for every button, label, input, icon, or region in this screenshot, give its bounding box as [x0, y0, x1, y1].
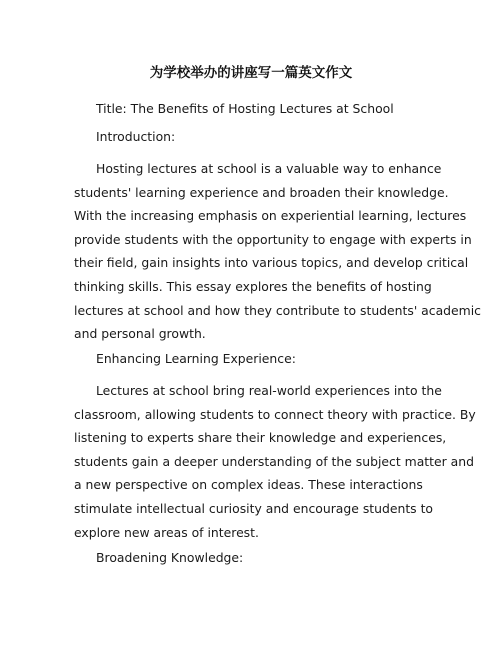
section-heading-introduction: Introduction:	[96, 129, 176, 144]
paragraph-line: students' learning experience and broaden their knowledge.	[74, 184, 449, 200]
enhancing-learning-paragraph	[74, 379, 476, 544]
paragraph-line: students gain a deeper understanding of the subject matter and	[74, 453, 474, 469]
paragraph-line: Hosting lectures at school is a valuable way to enhance	[96, 161, 442, 176]
paragraph-line: listening to experts share their knowledge and experiences,	[74, 430, 447, 446]
paragraph-line: provide students with the opportunity to engage with experts in	[74, 231, 472, 247]
paragraph-line: With the increasing emphasis on experiential learning, lectures	[74, 208, 467, 224]
paragraph-line: a new perspective on complex ideas. These interactions	[74, 477, 423, 493]
section-heading-broadening-knowledge: Broadening Knowledge:	[96, 550, 244, 565]
paragraph-line: and personal growth.	[74, 326, 206, 342]
essay-title: Title: The Benefits of Hosting Lectures at School	[96, 101, 394, 116]
paragraph-line: thinking skills. This essay explores the benefits of hosting	[74, 278, 432, 294]
paragraph-line: their field, gain insights into various topics, and develop critical	[74, 255, 469, 271]
introduction-paragraph	[74, 157, 481, 346]
paragraph-line: classroom, allowing students to connect theory with practice. By	[74, 406, 476, 422]
section-heading-enhancing-learning: Enhancing Learning Experience:	[96, 351, 296, 366]
paragraph-line: lectures at school and how they contribute to students' academic	[74, 302, 481, 318]
paragraph-line: Lectures at school bring real-world experiences into the	[96, 383, 442, 398]
paragraph-line: stimulate intellectual curiosity and encourage students to	[74, 500, 434, 516]
paragraph-line: explore new areas of interest.	[74, 524, 259, 540]
document-title: 为学校举办的讲座写一篇英文作文	[149, 65, 353, 81]
